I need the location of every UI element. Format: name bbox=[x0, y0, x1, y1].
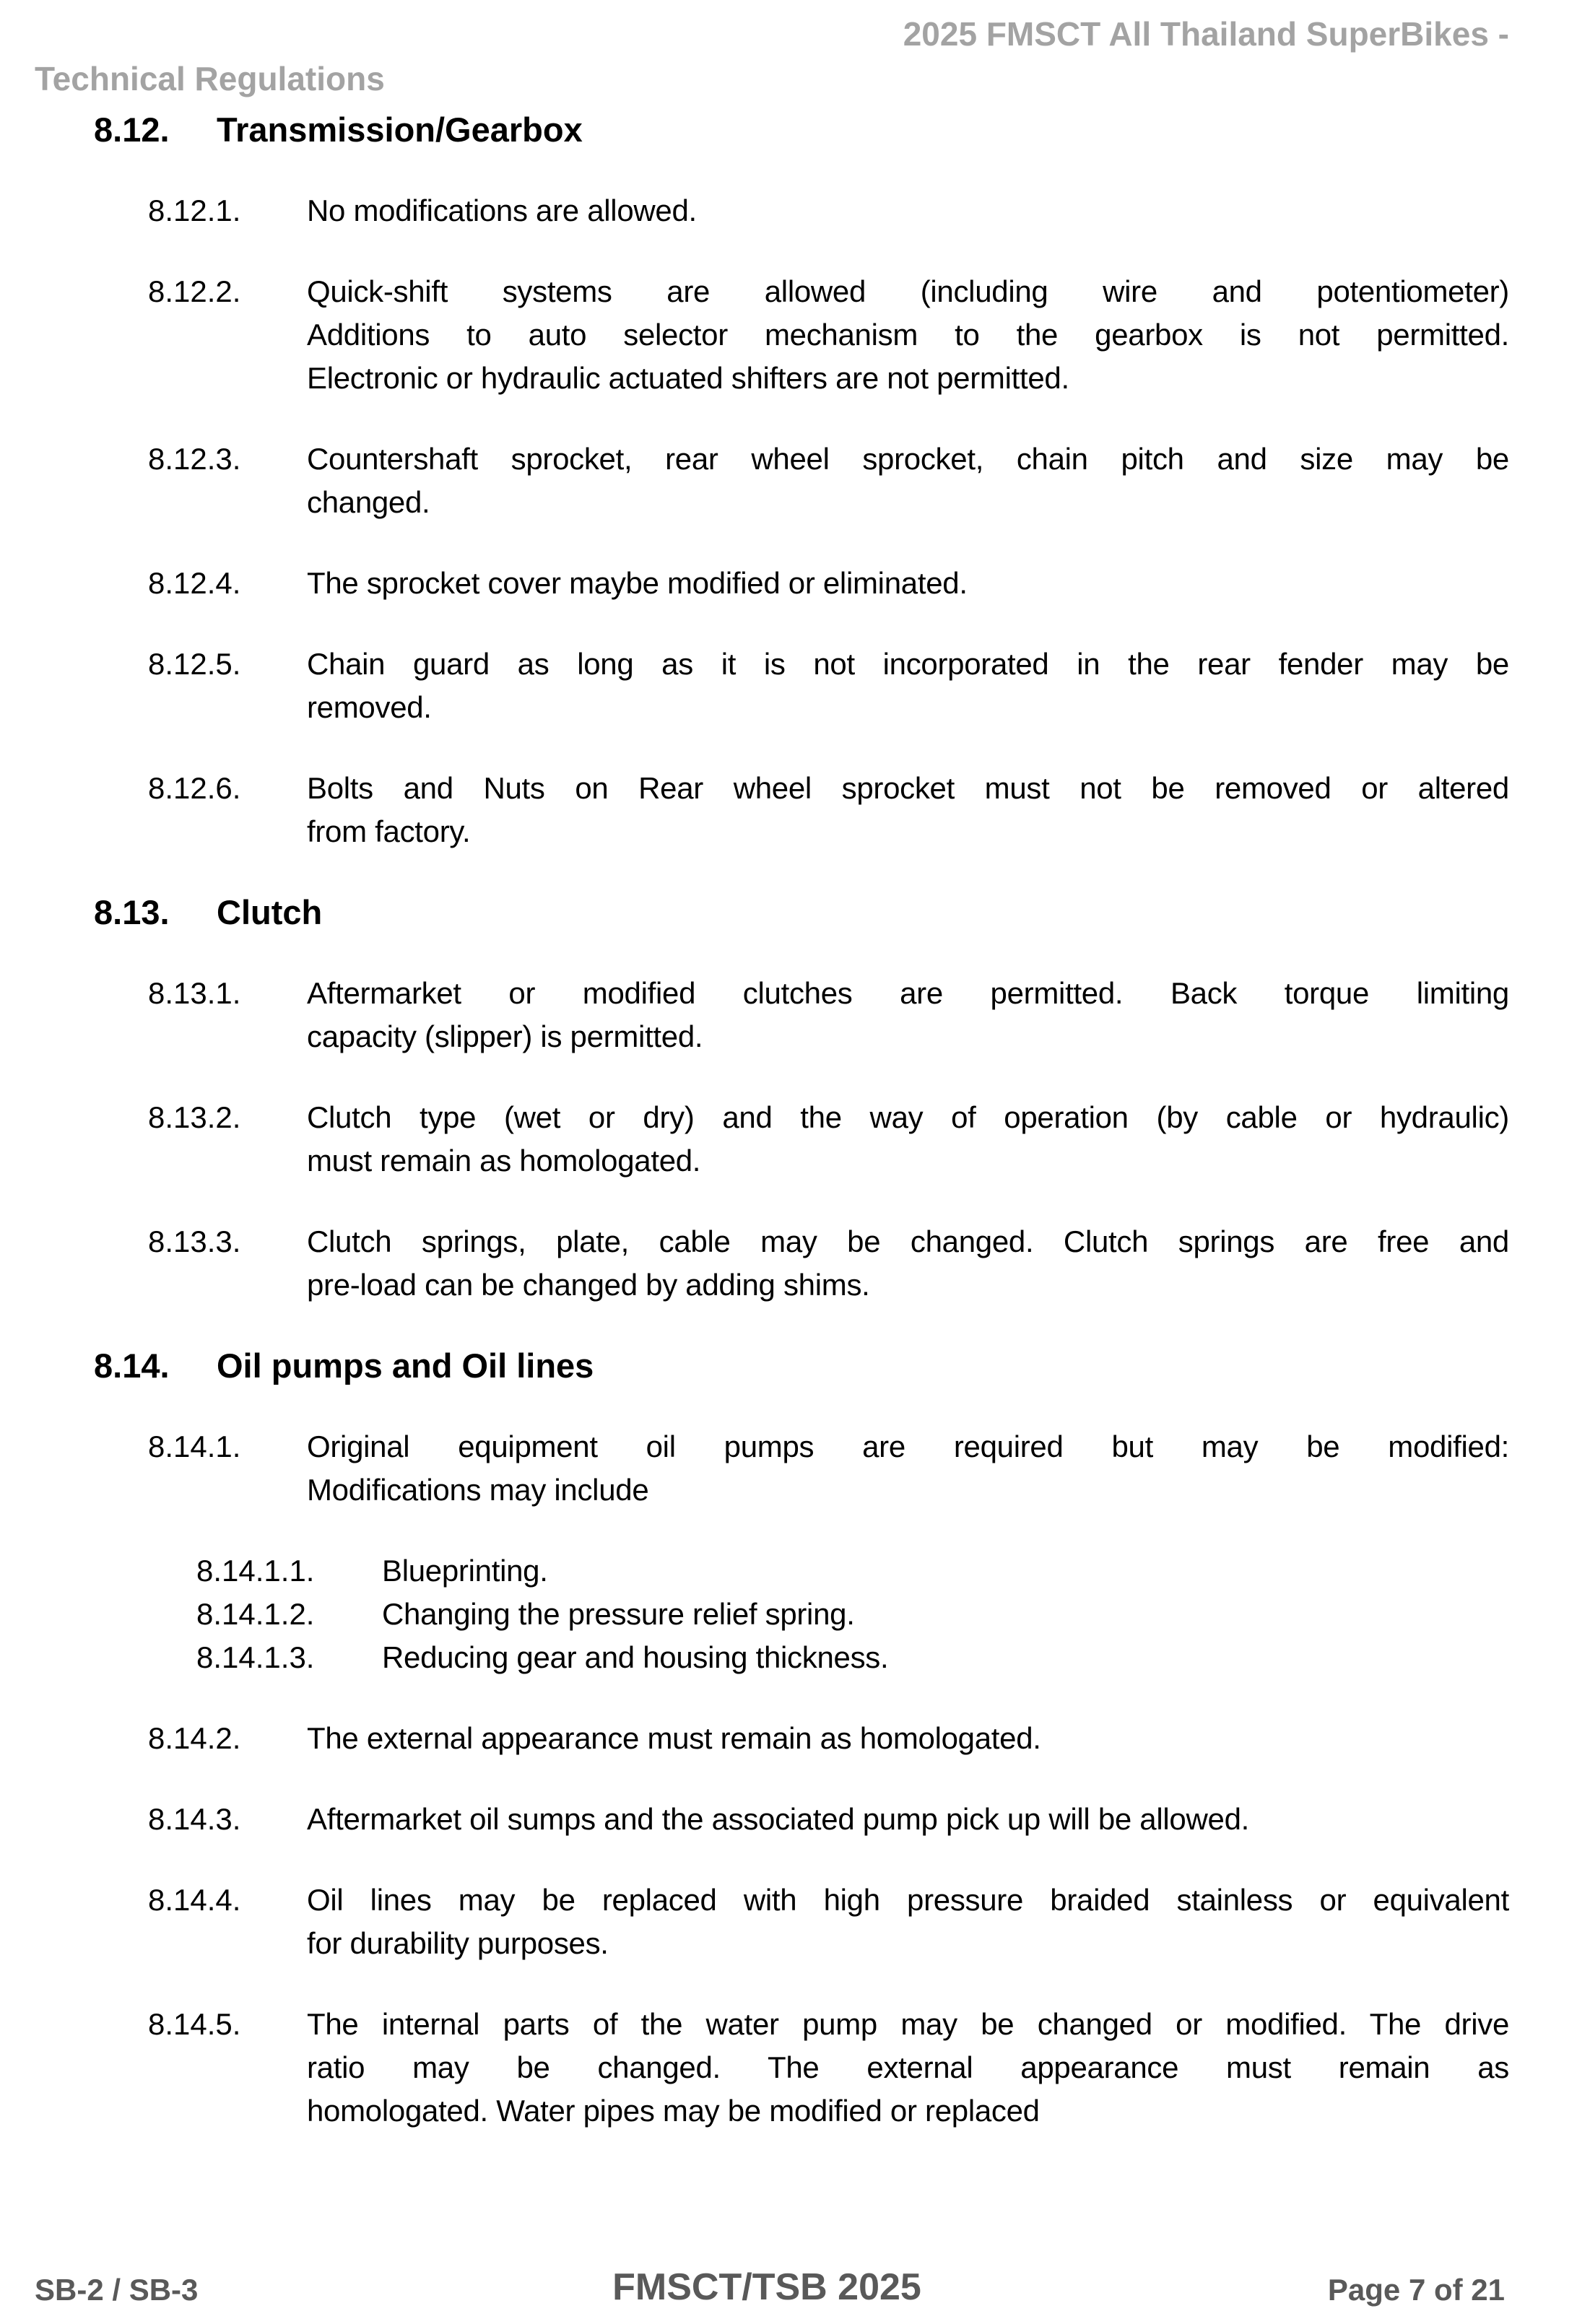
section-heading bbox=[94, 108, 1577, 152]
text-line: The sprocket cover maybe modified or eliminated. bbox=[307, 566, 968, 600]
section-title: Clutch bbox=[217, 893, 323, 931]
item-text bbox=[307, 1425, 1509, 1512]
text-line: must remain as homologated. bbox=[307, 1144, 701, 1178]
text-line: Blueprinting. bbox=[382, 1554, 548, 1588]
item-text bbox=[307, 1220, 1509, 1307]
item-number: 8.13.2. bbox=[148, 1100, 241, 1134]
regulation-item bbox=[148, 1798, 1577, 1841]
text-line: The external appearance must remain as homologated. bbox=[307, 1721, 1041, 1755]
section-title: Transmission/Gearbox bbox=[217, 110, 583, 149]
text-line: Countershaft sprocket, rear wheel sprocket, chain pitch and size may be bbox=[307, 442, 1509, 476]
item-number: 8.12.5. bbox=[148, 647, 241, 681]
regulation-item bbox=[148, 1096, 1577, 1183]
item-text bbox=[382, 1549, 1465, 1593]
text-line: capacity (slipper) is permitted. bbox=[307, 1019, 703, 1053]
item-text bbox=[382, 1636, 1465, 1679]
item-number: 8.12.3. bbox=[148, 442, 241, 476]
regulation-item bbox=[196, 1593, 1577, 1636]
item-text bbox=[307, 643, 1509, 729]
regulation-item bbox=[148, 1425, 1577, 1512]
text-line: ratio may be changed. The external appearance must remain as bbox=[307, 2050, 1509, 2084]
text-line: Changing the pressure relief spring. bbox=[382, 1597, 855, 1631]
item-text bbox=[307, 1096, 1509, 1183]
text-line: for durability purposes. bbox=[307, 1926, 609, 1960]
section-heading bbox=[94, 891, 1577, 934]
document-footer bbox=[0, 2266, 1577, 2310]
regulation-item bbox=[148, 1220, 1577, 1307]
item-number: 8.14.1.1. bbox=[196, 1554, 315, 1588]
item-text bbox=[307, 767, 1509, 853]
text-line: The internal parts of the water pump may be changed or modified. The drive bbox=[307, 2007, 1509, 2041]
item-number: 8.14.1.3. bbox=[196, 1640, 315, 1674]
text-line: removed. bbox=[307, 690, 432, 724]
item-text bbox=[307, 2003, 1509, 2133]
text-line: changed. bbox=[307, 485, 430, 519]
text-line: Quick-shift systems are allowed (including wire and potentiometer) bbox=[307, 274, 1509, 308]
text-line: Original equipment oil pumps are required but may be modified: bbox=[307, 1429, 1509, 1463]
document-header bbox=[0, 0, 1577, 101]
regulation-item bbox=[148, 562, 1577, 605]
text-line: homologated. Water pipes may be modified or replaced bbox=[307, 2094, 1040, 2128]
section-number: 8.14. bbox=[94, 1346, 170, 1385]
item-number: 8.12.1. bbox=[148, 193, 241, 227]
item-text bbox=[307, 1879, 1509, 1965]
item-number: 8.12.4. bbox=[148, 566, 241, 600]
item-text bbox=[307, 438, 1509, 524]
regulation-item bbox=[148, 1717, 1577, 1760]
regulation-item bbox=[148, 2003, 1577, 2133]
regulation-item bbox=[148, 270, 1577, 400]
section-title: Oil pumps and Oil lines bbox=[217, 1346, 594, 1385]
text-line: Oil lines may be replaced with high pressure braided stainless or equivalent bbox=[307, 1883, 1509, 1917]
item-number: 8.12.6. bbox=[148, 771, 241, 805]
section-heading bbox=[94, 1344, 1577, 1388]
text-line: No modifications are allowed. bbox=[307, 193, 697, 227]
regulation-item bbox=[196, 1549, 1577, 1593]
text-line: Bolts and Nuts on Rear wheel sprocket must not be removed or altered bbox=[307, 771, 1509, 805]
text-line: Electronic or hydraulic actuated shifters are not permitted. bbox=[307, 361, 1069, 395]
regulation-item bbox=[148, 767, 1577, 853]
regulation-item bbox=[148, 438, 1577, 524]
item-number: 8.14.1.2. bbox=[196, 1597, 315, 1631]
text-line: Aftermarket or modified clutches are permitted. Back torque limiting bbox=[307, 976, 1509, 1010]
item-text bbox=[307, 972, 1509, 1058]
item-text bbox=[307, 189, 1509, 232]
item-number: 8.12.2. bbox=[148, 274, 241, 308]
item-number: 8.14.1. bbox=[148, 1429, 241, 1463]
text-line: Additions to auto selector mechanism to the gearbox is not permitted. bbox=[307, 318, 1509, 352]
text-line: Clutch springs, plate, cable may be changed. Clutch springs are free and bbox=[307, 1224, 1509, 1258]
header-title-left: Technical Regulations bbox=[35, 60, 385, 97]
text-line: from factory. bbox=[307, 814, 471, 848]
text-line: Clutch type (wet or dry) and the way of operation (by cable or hydraulic) bbox=[307, 1100, 1509, 1134]
item-text bbox=[307, 1717, 1509, 1760]
item-number: 8.13.1. bbox=[148, 976, 241, 1010]
footer-page-number: Page 7 of 21 bbox=[1327, 2273, 1505, 2307]
item-text bbox=[307, 270, 1509, 400]
item-number: 8.14.2. bbox=[148, 1721, 241, 1755]
footer-doc-title: FMSCT/TSB 2025 bbox=[612, 2266, 921, 2308]
regulation-item bbox=[148, 643, 1577, 729]
item-number: 8.14.3. bbox=[148, 1802, 241, 1836]
item-text bbox=[307, 1798, 1509, 1841]
footer-doc-code: SB-2 / SB-3 bbox=[35, 2273, 199, 2307]
document-body bbox=[0, 108, 1577, 2133]
regulation-item bbox=[148, 972, 1577, 1058]
item-number: 8.13.3. bbox=[148, 1224, 241, 1258]
text-line: Aftermarket oil sumps and the associated pump pick up will be allowed. bbox=[307, 1802, 1249, 1836]
section-number: 8.13. bbox=[94, 893, 170, 931]
item-number: 8.14.5. bbox=[148, 2007, 241, 2041]
item-text bbox=[307, 562, 1509, 605]
regulation-item bbox=[148, 189, 1577, 232]
regulation-item bbox=[148, 1879, 1577, 1965]
regulation-item bbox=[196, 1636, 1577, 1679]
header-title-right: 2025 FMSCT All Thailand SuperBikes - bbox=[903, 15, 1509, 53]
text-line: pre-load can be changed by adding shims. bbox=[307, 1268, 870, 1302]
section-number: 8.12. bbox=[94, 110, 170, 149]
text-line: Chain guard as long as it is not incorporated in the rear fender may be bbox=[307, 647, 1509, 681]
text-line: Reducing gear and housing thickness. bbox=[382, 1640, 889, 1674]
item-text bbox=[382, 1593, 1465, 1636]
item-number: 8.14.4. bbox=[148, 1883, 241, 1917]
text-line: Modifications may include bbox=[307, 1473, 649, 1507]
